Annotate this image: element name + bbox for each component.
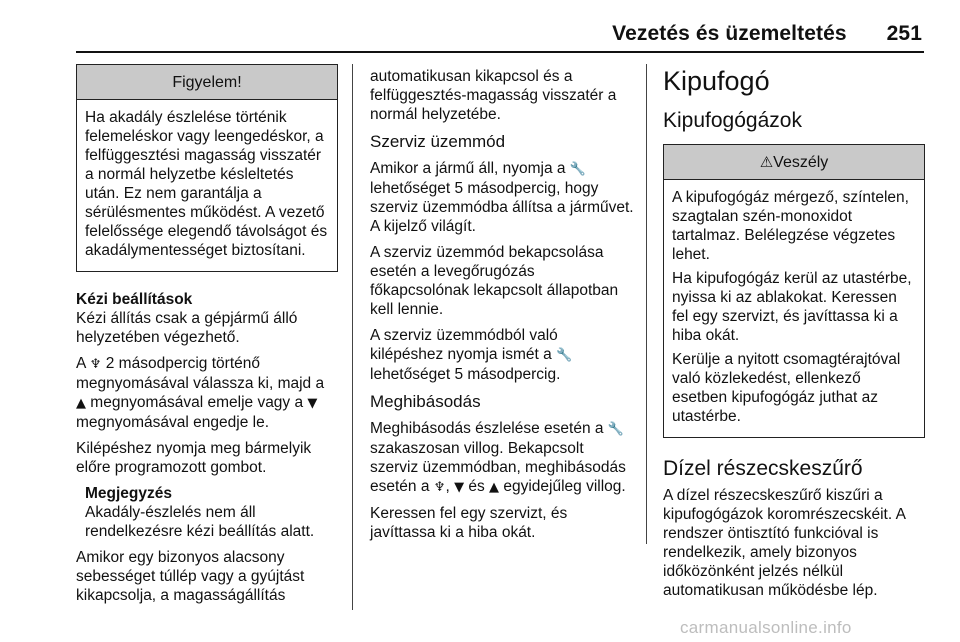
arrow-down-icon: ▼ (307, 396, 318, 411)
arrow-up-icon: ▲ (489, 480, 500, 495)
service-text-2: A szerviz üzemmód bekapcsolása esetén a levegőrugózás főkapcsolónak lekapcsolt állapotban kell lennie. (370, 244, 619, 318)
text-fragment: és (464, 478, 490, 495)
continuation-text: automatikusan kikapcsol és a felfüggesztés-magasság visszatér a normál helyzetébe. (370, 68, 617, 123)
fault-text-2: Keressen fel egy szervizt, és javíttassa ki a hiba okát. (370, 505, 568, 541)
text-fragment: 2 másodpercig történő megnyomásával válassza ki, majd a (76, 355, 325, 392)
manual-settings-text: Kézi állítás csak a gépjármű álló helyzetében végezhető. (76, 310, 298, 346)
column-divider-2 (646, 64, 647, 544)
fault-heading: Meghibásodás (370, 392, 481, 411)
wrench-icon: 🔧 (556, 348, 573, 363)
manual-instruction (76, 354, 338, 432)
warning-box (76, 64, 338, 272)
diesel-filter-text: A dízel részecskeszűrő kiszűri a kipufogógázok koromrészecskéit. A rendszer öntisztító funkcióval is rendelkezik, amely bizonyos időközönként jelzés nélkül automatikusan működésbe lép. (663, 487, 906, 599)
warning-text: Ha akadály észlelése történik felemeléskor vagy leengedéskor, a felfüggesztési magasság visszatér a normál helyzetbe késleltetés után. Ez nem garantálja a sérülésmentes működést. A vezető felelőssége elegendő távolságot és akadálymentességet biztosítani. (85, 109, 328, 259)
service-text-1 (370, 159, 634, 236)
note-block (76, 484, 338, 541)
arrow-down-icon: ▼ (454, 480, 465, 495)
header-rule (76, 51, 924, 53)
wrench-icon: 🔧 (569, 162, 587, 177)
watermark: carmanualsonline.info (680, 618, 852, 637)
text-fragment: szakaszosan villog. Bekapcsolt szerviz üzemmódban, meghibásodás esetén a (370, 440, 626, 495)
text-fragment: lehetőséget 5 másodpercig. (370, 366, 561, 383)
text-fragment: megnyomásával engedje le. (76, 414, 270, 431)
section-subtitle: Kipufogógázok (663, 109, 802, 132)
note-title: Megjegyzés (85, 485, 173, 502)
text-fragment: Amikor a jármű áll, nyomja a (370, 160, 570, 177)
column-1 (76, 64, 338, 612)
danger-title: Veszély (773, 154, 829, 171)
section-title: Kipufogó (663, 66, 770, 96)
warning-icon: ⚠ (759, 153, 774, 171)
exit-instruction: Kilépéshez nyomja meg bármelyik előre programozott gombot. (76, 440, 312, 476)
suspension-icon: ♆ (89, 357, 102, 372)
speed-text: Amikor egy bizonyos alacsony sebességet túllép vagy a gyújtást kikapcsolja, a magasságállítás (76, 549, 305, 604)
text-fragment: lehetőséget 5 másodpercig, hogy szerviz üzemmódba állítsa a járművet. A kijelző világít. (370, 180, 634, 235)
column-3 (663, 64, 925, 607)
service-mode-heading: Szerviz üzemmód (370, 132, 506, 151)
page-header (612, 22, 922, 46)
wrench-icon: 🔧 (607, 422, 625, 437)
arrow-up-icon: ▲ (76, 396, 86, 411)
suspension-icon: ♆ (433, 480, 446, 495)
manual-settings-heading: Kézi beállítások (76, 291, 193, 308)
text-fragment: Meghibásodás észlelése esetén a (370, 420, 608, 437)
warning-title: Figyelem! (77, 65, 337, 100)
danger-text-1: A kipufogógáz mérgező, színtelen, szagtalan szén-monoxidot tartalmaz. Belélegzése végzetes lehet. (672, 189, 909, 263)
column-divider-1 (352, 64, 353, 610)
text-fragment: A szerviz üzemmódból való kilépéshez nyomja ismét a (370, 327, 558, 363)
danger-header (664, 145, 924, 180)
danger-text-2: Ha kipufogógáz kerül az utastérbe, nyissa ki az ablakokat. Keressen fel egy szervizt, és javíttassa ki a hiba okát. (672, 270, 912, 344)
column-2 (370, 67, 634, 549)
warning-body (77, 100, 337, 271)
text-fragment: egyidejűleg villog. (499, 478, 626, 495)
text-fragment: A (76, 355, 90, 372)
fault-text-1 (370, 419, 634, 497)
diesel-filter-heading: Dízel részecskeszűrő (663, 457, 863, 480)
service-text-3 (370, 326, 634, 384)
text-fragment: , (445, 478, 455, 495)
danger-box (663, 144, 925, 438)
page-number: 251 (886, 22, 922, 45)
danger-body (664, 180, 924, 437)
text-fragment: megnyomásával emelje vagy a (86, 394, 308, 411)
danger-text-3: Kerülje a nyitott csomagtérajtóval való közlekedést, ellenkező esetben kipufogógáz juthat az utastérbe. (672, 351, 901, 425)
note-text: Akadály-észlelés nem áll rendelkezésre kézi beállítás alatt. (85, 504, 315, 540)
header-title: Vezetés és üzemeltetés (612, 22, 847, 45)
